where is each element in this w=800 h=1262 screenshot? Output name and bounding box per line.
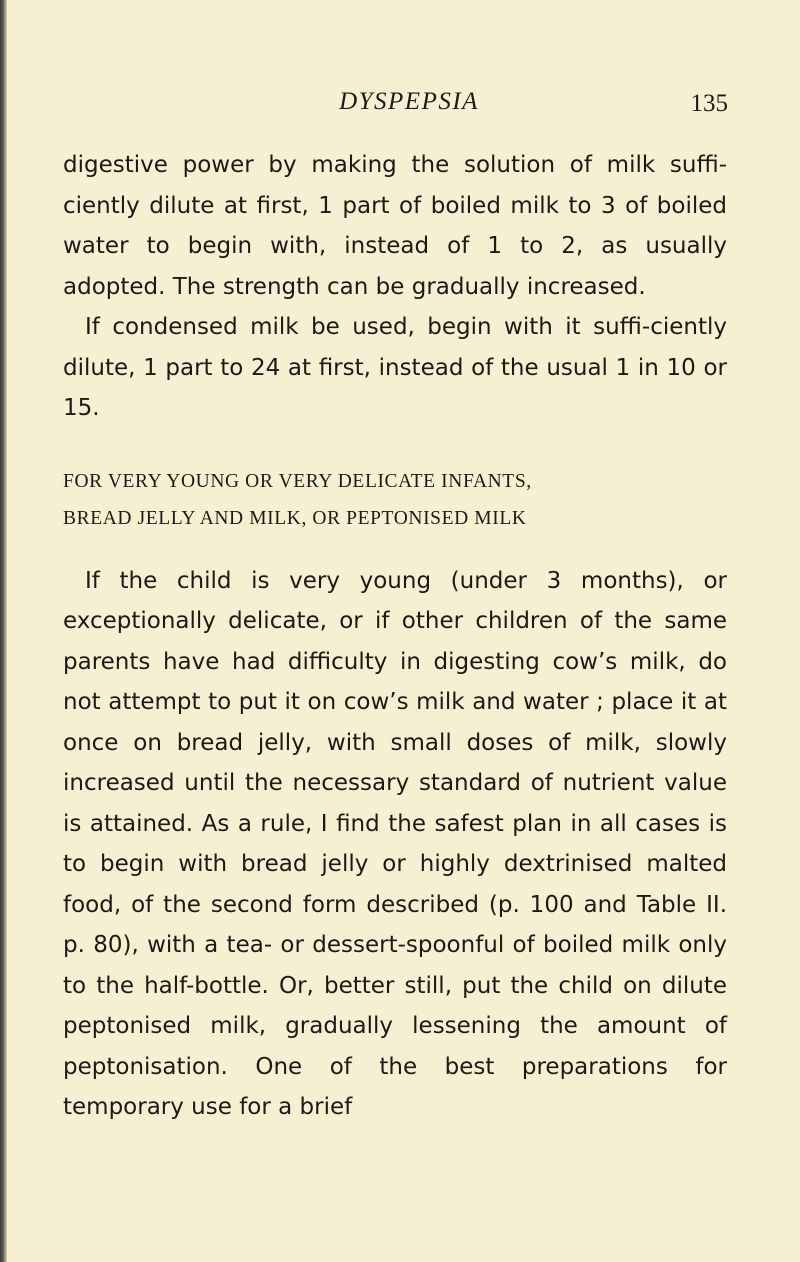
paragraph-young-infants: If the child is very young (under 3 months), or exceptionally delicate, or if other children of the same parents have had difficulty in digesting cow’s milk, do not attempt to put it on cow’s milk and water ; place it at once on bread jelly, with small doses of milk, slowly increased until the necessary standard of nutrient value is attained. As a rule, I find the safest plan in all cases is to begin with bread jelly or highly dextrinised malted food, of the second form described (p. 100 and Table II. p. 80), with a tea- or dessert-spoonful of boiled milk only to the half-bottle. Or, better still, put the child on dilute peptonised milk, gradually lessening the amount of peptonisation. One of the best preparations for temporary use for a brief — [63, 567, 727, 1120]
page-binding-edge — [0, 0, 7, 1262]
body-text — [63, 145, 727, 1128]
page-header — [90, 88, 728, 128]
paragraph-condensed-milk: If condensed milk be used, begin with it suffi-ciently dilute, 1 part to 24 at first, instead of the usual 1 in 10 or 15. — [63, 314, 727, 421]
running-head: DYSPEPSIA — [339, 88, 479, 115]
paragraph-digestive-power: digestive power by making the solution of milk suffi-ciently dilute at first, 1 part of boiled milk to 3 of boiled water to begin with, instead of 1 to 2, as usually adopted. The strength can be gradually increased. — [63, 152, 727, 300]
section-heading-line-2: BREAD JELLY AND MILK, OR PEPTONISED MILK — [63, 507, 527, 529]
page-number: 135 — [690, 90, 728, 117]
section-heading-line-1: FOR VERY YOUNG OR VERY DELICATE INFANTS, — [63, 470, 532, 492]
section-heading — [63, 463, 727, 537]
